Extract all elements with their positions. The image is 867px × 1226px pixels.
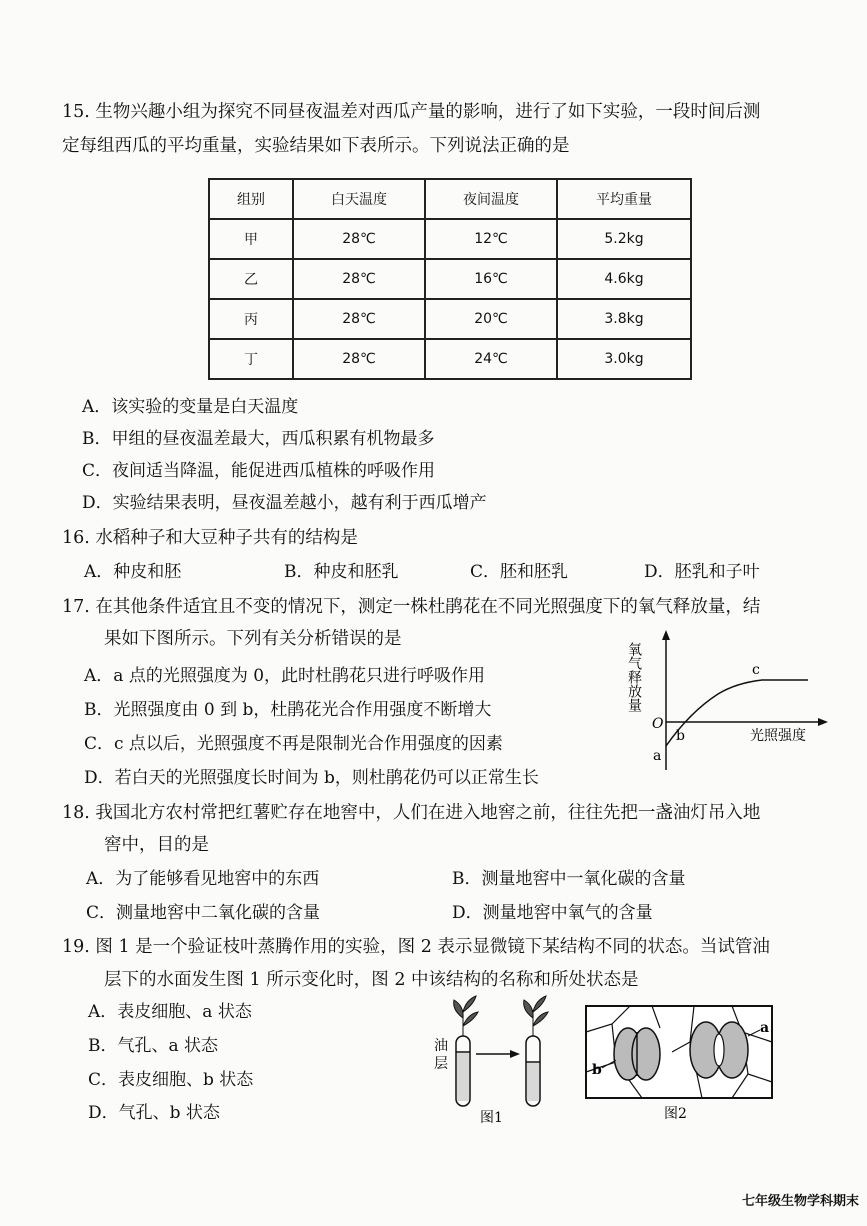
table-header: 白天温度 xyxy=(293,179,425,219)
label-a: a xyxy=(760,1020,770,1036)
q16-option-b: B．种皮和胚乳 xyxy=(284,562,399,582)
y-axis-arrow xyxy=(662,630,670,640)
table-cell: 12℃ xyxy=(425,219,557,259)
q17-option-a: A．a 点的光照强度为 0，此时杜鹃花只进行呼吸作用 xyxy=(84,666,486,686)
table-header: 平均重量 xyxy=(557,179,691,219)
q19-option-a: A．表皮细胞、a 状态 xyxy=(88,1002,252,1022)
table-cell: 4.6kg xyxy=(557,259,691,299)
table-cell: 16℃ xyxy=(425,259,557,299)
table-cell: 5.2kg xyxy=(557,219,691,259)
table-cell: 24℃ xyxy=(425,339,557,379)
origin-label: O xyxy=(652,716,664,732)
q15-option-d: D．实验结果表明，昼夜温差越小，越有利于西瓜增产 xyxy=(82,493,487,513)
q19-figure1 xyxy=(418,996,568,1126)
point-a-label: a xyxy=(653,748,662,764)
q15-option-b: B．甲组的昼夜温差最大，西瓜积累有机物最多 xyxy=(82,429,435,449)
table-header-row xyxy=(209,179,691,219)
q18-option-a: A．为了能够看见地窖中的东西 xyxy=(86,869,320,889)
q18-stem-line1: 18. 我国北方农村常把红薯贮存在地窖中，人们在进入地窖之前，往往先把一盏油灯吊入地 xyxy=(62,803,761,823)
table-cell: 28℃ xyxy=(293,219,425,259)
q16-stem: 16. 水稻种子和大豆种子共有的结构是 xyxy=(62,528,358,548)
table-cell: 乙 xyxy=(209,259,293,299)
table-row xyxy=(209,259,691,299)
q19-option-d: D．气孔、b 状态 xyxy=(88,1103,220,1123)
arrow-head xyxy=(510,1050,520,1058)
q16-option-d: D．胚乳和子叶 xyxy=(644,562,760,582)
table-row xyxy=(209,219,691,259)
point-c-label: c xyxy=(752,662,760,678)
q19-option-c: C．表皮细胞、b 状态 xyxy=(88,1070,254,1090)
stoma-closed xyxy=(614,1028,660,1080)
x-axis-arrow xyxy=(818,718,828,726)
point-b-label: b xyxy=(676,728,685,744)
test-tube-before xyxy=(454,996,478,1106)
q18-option-d: D．测量地窖中氧气的含量 xyxy=(452,903,653,923)
q15-stem-line1: 15. 生物兴趣小组为探究不同昼夜温差对西瓜产量的影响，进行了如下实验，一段时间后测 xyxy=(62,102,761,122)
q17-option-b: B．光照强度由 0 到 b，杜鹃花光合作用强度不断增大 xyxy=(84,700,492,720)
q19-stem-line1: 19. 图 1 是一个验证枝叶蒸腾作用的实验，图 2 表示显微镜下某结构不同的状态。当试管油 xyxy=(62,937,770,957)
q17-stem-line1: 17. 在其他条件适宜且不变的情况下，测定一株杜鹃花在不同光照强度下的氧气释放量，结 xyxy=(62,597,761,617)
q18-option-b: B．测量地窖中一氧化碳的含量 xyxy=(452,869,686,889)
table-cell: 3.0kg xyxy=(557,339,691,379)
table-cell: 28℃ xyxy=(293,259,425,299)
q18-stem-line2: 窖中，目的是 xyxy=(104,835,209,855)
q15-table xyxy=(208,178,692,380)
figure1-caption: 图1 xyxy=(480,1110,503,1126)
q16-option-c: C．胚和胚乳 xyxy=(470,562,569,582)
oil-layer-label: 油 xyxy=(434,1038,448,1054)
table-cell: 丁 xyxy=(209,339,293,379)
q17-option-d: D．若白天的光照强度长时间为 b，则杜鹃花仍可以正常生长 xyxy=(84,768,539,788)
y-axis-label: 氧气释放量 xyxy=(626,642,642,712)
label-b: b xyxy=(592,1062,602,1078)
q17-stem-line2: 果如下图所示。下列有关分析错误的是 xyxy=(104,629,402,649)
table-header: 夜间温度 xyxy=(425,179,557,219)
q18-option-c: C．测量地窖中二氧化碳的含量 xyxy=(86,903,321,923)
page-footer: 七年级生物学科期末 xyxy=(741,1194,859,1209)
table-row xyxy=(209,299,691,339)
table-row xyxy=(209,339,691,379)
table-cell: 20℃ xyxy=(425,299,557,339)
test-tube-after xyxy=(524,996,548,1106)
oil-layer-label: 层 xyxy=(434,1056,448,1072)
q19-stem-line2: 层下的水面发生图 1 所示变化时，图 2 中该结构的名称和所处状态是 xyxy=(104,970,639,990)
q15-option-c: C．夜间适当降温，能促进西瓜植株的呼吸作用 xyxy=(82,461,436,481)
q15-stem-line2: 定每组西瓜的平均重量，实验结果如下表所示。下列说法正确的是 xyxy=(62,136,570,156)
table-header: 组别 xyxy=(209,179,293,219)
q15-option-a: A．该实验的变量是白天温度 xyxy=(82,397,299,417)
table-cell: 28℃ xyxy=(293,339,425,379)
x-axis-label: 光照强度 xyxy=(750,728,806,744)
table-cell: 甲 xyxy=(209,219,293,259)
q16-option-a: A．种皮和胚 xyxy=(84,562,182,582)
table-cell: 丙 xyxy=(209,299,293,339)
q19-option-b: B．气孔、a 状态 xyxy=(88,1036,219,1056)
q19-figure2 xyxy=(582,1002,782,1122)
q17-option-c: C．c 点以后，光照强度不再是限制光合作用强度的因素 xyxy=(84,734,503,754)
table-cell: 28℃ xyxy=(293,299,425,339)
figure2-caption: 图2 xyxy=(664,1106,687,1122)
q17-graph xyxy=(628,628,838,778)
table-cell: 3.8kg xyxy=(557,299,691,339)
